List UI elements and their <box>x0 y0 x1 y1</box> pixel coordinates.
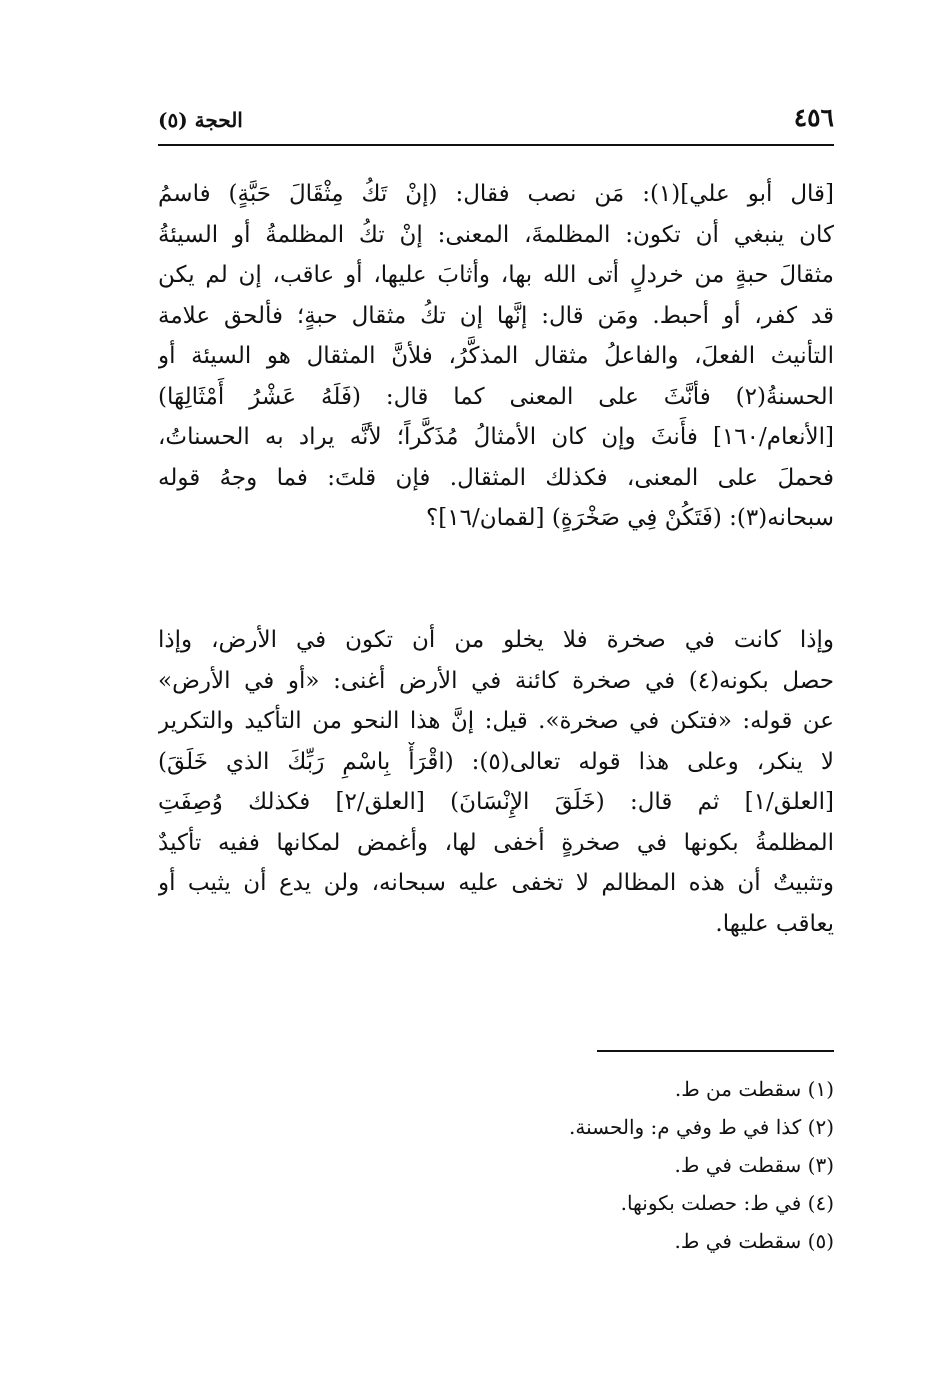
text-line: عن قوله: «فتكن في صخرة». قيل: إنَّ هذا النحو من التأكيد والتكرير <box>158 708 834 734</box>
text-line: وإذا كانت في صخرة فلا يخلو من أن تكون في الأرض، وإذا <box>158 627 834 653</box>
text-line: [قال أبو علي](١): مَن نصب فقال: (إنْ تَكُ مِثْقَالَ حَبَّةٍ) فاسمُ <box>158 181 834 207</box>
footnote-item: (٣) سقطت في ط. <box>674 1153 834 1177</box>
text-line: المظلمةُ بكونها في صخرةٍ أخفى لها، وأغمض لمكانها ففيه تأكيدٌ <box>158 829 834 856</box>
text-line: وتثبيتٌ أن هذه المظالم لا تخفى عليه سبحانه، ولن يدع أن يثيب أو <box>158 870 834 896</box>
page-header <box>158 88 834 132</box>
paragraph-2 <box>158 620 834 944</box>
text-line: قد كفر، أو أحبط. ومَن قال: إنَّها إن تكُ مثقال حبةٍ؛ فألحق علامة <box>158 302 834 329</box>
text-line: التأنيث الفعلَ، والفاعلُ مثقال المذكَّرُ، فلأنَّ المثقال هو السيئة أو <box>158 343 834 369</box>
text-line: كان ينبغي أن تكون: المظلمةَ، المعنى: إنْ تكُ المظلمةُ أو السيئةُ <box>158 221 834 248</box>
text-line: فحملَ على المعنى، فكذلك المثقال. فإن قلتَ: فما وجهُ قوله <box>158 464 834 491</box>
page-number: ٤٥٦ <box>793 103 834 132</box>
paragraph-1 <box>158 174 834 539</box>
footnote-item: (١) سقطت من ط. <box>674 1077 834 1101</box>
text-line: حصل بكونه(٤) في صخرة كائنة في الأرض أغنى: «أو في الأرض» <box>158 667 834 694</box>
running-title: الحجة (٥) <box>158 108 243 132</box>
footnote-item: (٥) سقطت في ط. <box>674 1229 834 1253</box>
text-line: [الأنعام/١٦٠] فأَنثَ وإن كان الأمثالُ مُذَكَّراً؛ لأنَّه يراد به الحسناتُ، <box>158 424 834 450</box>
footnote-item: (٤) في ط: حصلت بكونها. <box>620 1191 834 1215</box>
text-line: مثقالَ حبةٍ من خردلٍ أتى الله بها، وأثابَ عليها، أو عاقب، إن لم يكن <box>158 262 834 288</box>
text-line: يعاقب عليها. <box>715 910 834 937</box>
footnotes-list <box>384 1070 834 1260</box>
footnote-rule <box>597 1050 834 1052</box>
text-line: الحسنةُ(٢) فأنَّثَ على المعنى كما قال: (فَلَهُ عَشْرُ أَمْثَالِهَا) <box>158 383 834 410</box>
text-line: لا ينكر، وعلى هذا قوله تعالى(٥): (اقْرَأْ بِاسْمِ رَبِّكَ الذي خَلَقَ) <box>158 748 834 775</box>
footnote-item: (٢) كذا في ط وفي م: والحسنة. <box>569 1115 834 1139</box>
text-line: [العلق/١] ثم قال: (خَلَقَ الإِنْسَانَ) [العلق/٢] فكذلك وُصِفَتِ <box>158 789 834 815</box>
text-line: سبحانه(٣): (فَتَكُنْ فِي صَخْرَةٍ) [لقمان/١٦]؟ <box>426 505 834 531</box>
header-rule <box>158 144 834 146</box>
